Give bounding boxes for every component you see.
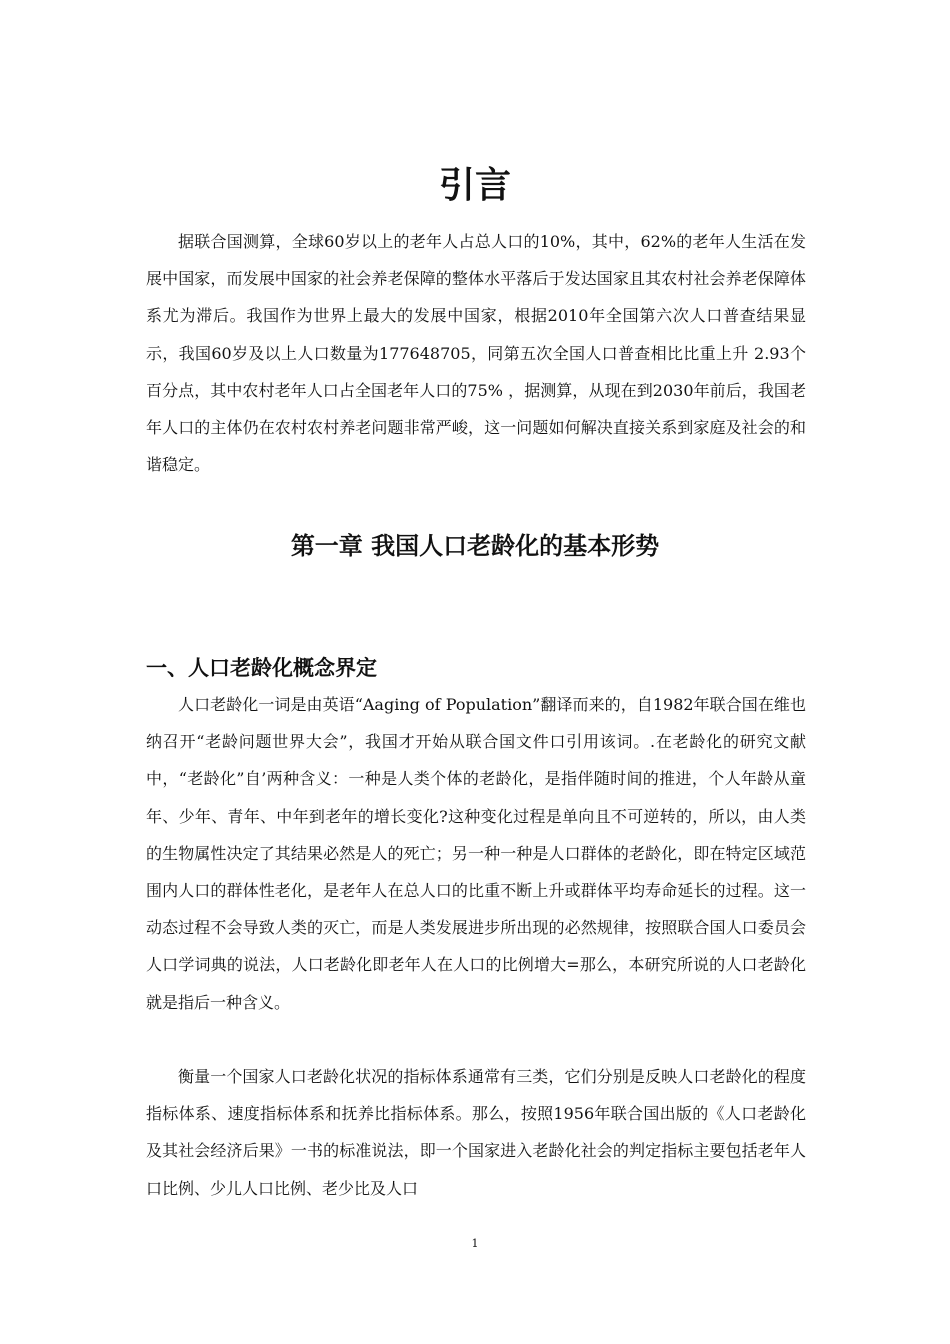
chapter-heading: 第一章 我国人口老龄化的基本形势 — [290, 532, 660, 560]
section-paragraph: 衡量一个国家人口老龄化状况的指标体系通常有三类，它们分别是反映人口老龄化的程度指标体系、速度指标体系和抚养比指标体系。那么，按照1956年联合国出版的《人口老龄化及其社会经济后果》一书的标准说法，即一个国家进入老龄化社会的判定指标主要包括老年人口比例、少儿人口比例、老少比及人口 — [146, 1067, 806, 1198]
section-paragraph: 人口老龄化一词是由英语“Aaging of Population”翻译而来的，自1982年联合国在维也纳召开“老龄问题世界大会”，我国才开始从联合国文件口引用该词。.在老龄化的研究文献中，“老龄化”自’两种含义：一种是人类个体的老龄化，是指伴随时间的推进，个人年龄从童年、少年、青年、中年到老年的增长变化?这种变化过程是单向且不可逆转的，所以，由人类的生物属性决定了其结果必然是人的死亡；另一种一种是人口群体的老龄化，即在特定区域范围内人口的群体性老化，是老年人在总人口的比重不断上升或群体平均寿命延长的过程。这一动态过程不会导致人类的灭亡，而是人类发展进步所出现的必然规律，按照联合国人口委员会人口学词典的说法，人口老龄化即老年人在人口的比例增大=那么，本研究所说的人口老龄化就是指后一种含义。 — [146, 695, 806, 1012]
section-heading: 一、人口老龄化概念界定 — [146, 656, 377, 680]
intro-paragraph: 据联合国测算，全球60岁以上的老年人占总人口的10%，其中，62%的老年人生活在发展中国家，而发展中国家的社会养老保障的整体水平落后于发达国家且其农村社会养老保障体系尤为滞后。我国作为世界上最大的发展中国家，根据2010年全国第六次人口普查结果显示，我国60岁及以上人口数量为177648705，同第五次全国人口普查相比比重上升 2.93个百分点，其中农村老年人口占全国老年人口的75% ，据测算，从现在到2030年前后，我国老年人口的主体仍在农村农村养老问题非常严峻，这一问题如何解决直接关系到家庭及社会的和谐稳定。 — [146, 232, 806, 475]
page-title: 引言 — [438, 165, 511, 206]
page-number: 1 — [471, 1237, 479, 1250]
